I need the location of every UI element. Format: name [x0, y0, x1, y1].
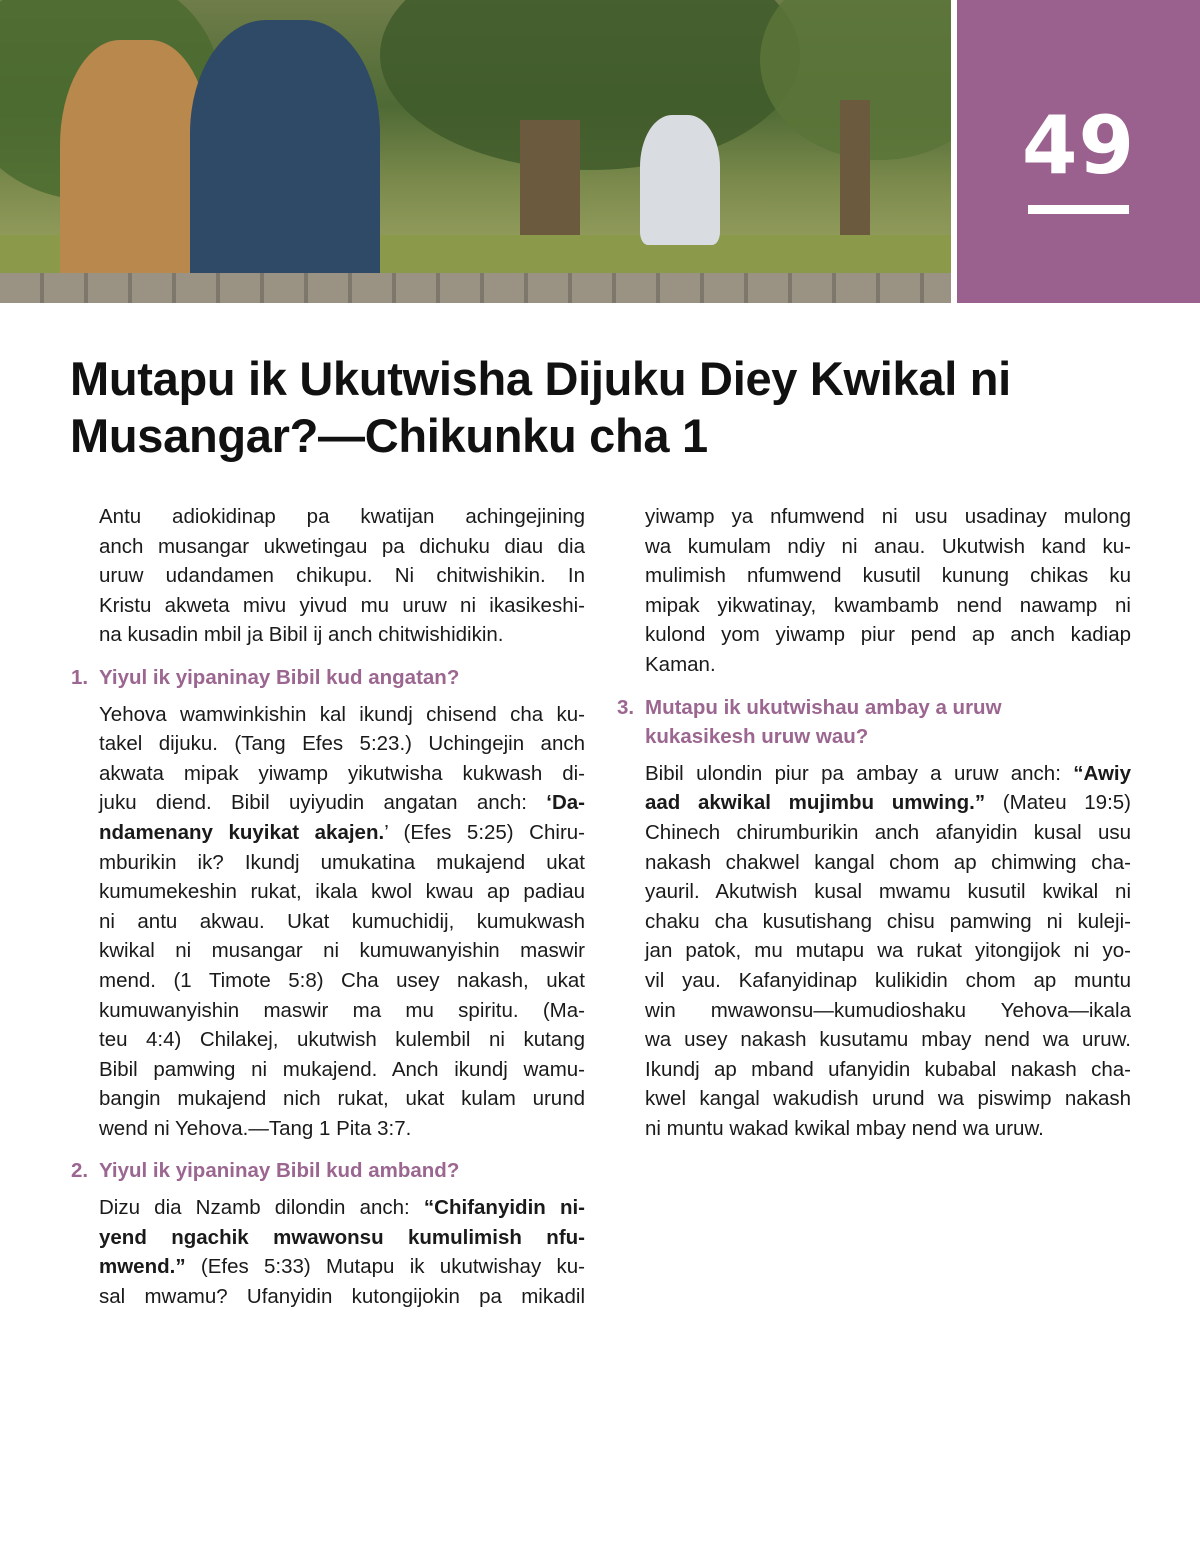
text-segment: uruw udandamen chikupu. Ni chitwishikin. In — [99, 564, 585, 588]
text-segment: (Mateu 19:5) — [985, 791, 1131, 815]
text-segment: bangin mukajend nich rukat, ukat kulam urund — [99, 1087, 585, 1111]
text-segment: Chinech chirumburikin anch afanyidin kusal usu — [645, 820, 1131, 844]
paragraph — [99, 502, 585, 650]
text-segment: vil yau. Kafanyidinap kulikidin chom ap muntu — [645, 968, 1131, 992]
text-line — [99, 700, 585, 730]
text-line — [645, 996, 1131, 1026]
text-line — [99, 1025, 585, 1055]
paragraph — [99, 700, 585, 1144]
paragraph — [645, 759, 1131, 1144]
text-line — [645, 561, 1131, 591]
text-line — [99, 1055, 585, 1085]
underline-bar — [1028, 205, 1129, 214]
text-segment: Antu adiokidinap pa kwatijan achingejining — [99, 505, 585, 528]
question-number: 2. — [71, 1159, 89, 1183]
question-heading — [71, 1156, 585, 1186]
bold-scripture-quote: “Chifanyidin ni- — [423, 1196, 585, 1220]
text-line — [99, 759, 585, 789]
bold-scripture-quote: “Awiy — [1073, 761, 1131, 785]
title-line: Musangar?—Chikunku cha 1 — [70, 409, 708, 462]
text-segment: juku diend. Bibil uyiyudin angatan anch: — [99, 791, 547, 815]
text-segment: yauril. Akutwish kusal mwamu kusutil kwikal ni — [645, 880, 1131, 904]
text-column-left — [71, 502, 585, 1324]
lesson-number: 49 — [1021, 99, 1136, 192]
text-line — [645, 532, 1131, 562]
lesson-content — [0, 303, 1200, 1364]
text-segment: ’ (Efes 5:25) Chiru- — [384, 820, 585, 844]
text-segment: wa usey nakash kusutamu mbay nend wa uruw. — [645, 1028, 1131, 1052]
text-segment: (Efes 5:33) Mutapu ik ukutwishay ku- — [185, 1255, 585, 1279]
question-text-line: Yiyul ik yipaninay Bibil kud amband? — [99, 1159, 460, 1183]
text-segment: anch musangar ukwetingau pa dichuku diau dia — [99, 534, 585, 558]
text-line — [99, 1252, 585, 1282]
question-heading — [71, 663, 585, 693]
text-segment: teu 4:4) Chilakej, ukutwish kulembil ni kutang — [99, 1028, 585, 1052]
lesson-header — [0, 0, 1200, 303]
text-line — [645, 877, 1131, 907]
text-segment: sal mwamu? Ufanyidin kutongijokin pa mikadil — [99, 1284, 585, 1308]
text-line — [645, 936, 1131, 966]
text-segment: kwel kangal wakudish urund wa piswimp nakash — [645, 1087, 1131, 1111]
text-line — [99, 936, 585, 966]
text-segment: win mwawonsu—kumudioshaku Yehova—ikala — [645, 998, 1131, 1022]
question-text-line: kukasikesh uruw wau? — [645, 725, 869, 749]
question-text-line: Mutapu ik ukutwishau ambay a uruw — [645, 695, 1002, 719]
text-line — [99, 1223, 585, 1253]
title-line: Mutapu ik Ukutwisha Dijuku Diey Kwikal ni — [70, 352, 1011, 405]
text-line — [99, 729, 585, 759]
text-line — [99, 1114, 585, 1144]
text-line — [645, 818, 1131, 848]
text-segment: mend. (1 Timote 5:8) Cha usey nakash, ukat — [99, 968, 585, 992]
text-segment: kulond yom yiwamp piur pend ap anch kadiap — [645, 623, 1131, 647]
text-segment: ni antu akwau. Ukat kumuchidij, kumukwash — [99, 909, 585, 933]
lesson-number-badge — [957, 0, 1200, 303]
text-line — [645, 650, 1131, 680]
text-line — [99, 877, 585, 907]
text-segment: Ikundj ap mband ufanyidin kubabal nakash cha- — [645, 1057, 1131, 1081]
text-line — [645, 907, 1131, 937]
text-segment: akwata mipak yiwamp yikutwisha kukwash di- — [99, 761, 585, 785]
text-line — [99, 591, 585, 621]
lesson-photo-couple-in-park — [0, 0, 951, 303]
text-line — [99, 620, 585, 650]
text-segment: Kristu akweta mivu yivud mu uruw ni ikasikeshi- — [99, 593, 585, 617]
paragraph — [99, 1193, 585, 1311]
text-line — [99, 1193, 585, 1223]
text-line — [99, 502, 585, 532]
text-segment: jan patok, mu mutapu wa rukat yitongijok ni yo- — [645, 939, 1131, 963]
page-title — [70, 350, 1180, 464]
text-line — [645, 1084, 1131, 1114]
text-segment: wend ni Yehova.—Tang 1 Pita 3:7. — [99, 1116, 412, 1140]
text-segment: mburikin ik? Ikundj umukatina mukajend ukat — [99, 850, 585, 874]
text-segment: nakash chakwel kangal chom ap chimwing cha- — [645, 850, 1131, 874]
text-line — [645, 966, 1131, 996]
question-number: 1. — [71, 665, 89, 689]
question-text-line: Yiyul ik yipaninay Bibil kud angatan? — [99, 665, 460, 689]
text-line — [645, 788, 1131, 818]
text-line — [99, 788, 585, 818]
question-number: 3. — [617, 695, 635, 719]
text-segment: ni muntu wakad kwikal mbay nend wa uruw. — [645, 1116, 1044, 1140]
bold-scripture-quote: ndamenany kuyikat akajen. — [99, 820, 385, 844]
text-line — [99, 848, 585, 878]
text-segment: chaku cha kusutishang chisu pamwing ni kuleji- — [645, 909, 1131, 933]
text-segment: takel dijuku. (Tang Efes 5:23.) Uchingejin anch — [99, 732, 585, 756]
bold-scripture-quote: yend ngachik mwawonsu kumulimish nfu- — [99, 1225, 585, 1249]
bold-scripture-quote: aad akwikal mujimbu umwing.” — [645, 791, 986, 815]
text-line — [645, 1025, 1131, 1055]
text-line — [645, 759, 1131, 789]
text-line — [645, 1114, 1131, 1144]
text-line — [99, 561, 585, 591]
paragraph — [645, 502, 1131, 680]
text-line — [99, 1282, 585, 1312]
text-segment: Bibil pamwing ni mukajend. Anch ikundj wamu- — [99, 1057, 585, 1081]
text-segment: kumuwanyishin maswir ma mu spiritu. (Ma- — [99, 998, 585, 1022]
text-segment: na kusadin mbil ja Bibil ij anch chitwishidikin. — [99, 623, 504, 647]
text-line — [645, 620, 1131, 650]
text-segment: kumumekeshin rukat, ikala kwol kwau ap padiau — [99, 880, 585, 904]
text-line — [645, 591, 1131, 621]
text-segment: Bibil ulondin piur pa ambay a uruw anch: — [645, 761, 1074, 785]
text-segment: Yehova wamwinkishin kal ikundj chisend cha ku- — [99, 702, 585, 726]
bold-scripture-quote: mwend.” — [99, 1255, 186, 1279]
text-line — [645, 502, 1131, 532]
bold-scripture-quote: ‘Da- — [546, 791, 585, 815]
text-column-right — [617, 502, 1131, 1156]
text-line — [99, 996, 585, 1026]
text-line — [645, 1055, 1131, 1085]
text-segment: mulimish nfumwend kusutil kunung chikas ku — [645, 564, 1131, 588]
text-line — [99, 818, 585, 848]
text-line — [99, 907, 585, 937]
text-segment: mipak yikwatinay, kwambamb nend nawamp ni — [645, 593, 1131, 617]
text-segment: Kaman. — [645, 652, 716, 676]
text-columns — [0, 502, 1200, 1324]
text-segment: yiwamp ya nfumwend ni usu usadinay mulong — [645, 505, 1131, 528]
text-line — [645, 848, 1131, 878]
text-segment: Dizu dia Nzamb dilondin anch: — [99, 1196, 424, 1220]
text-line — [99, 1084, 585, 1114]
text-segment: wa kumulam ndiy ni anau. Ukutwish kand ku- — [645, 534, 1131, 558]
question-heading — [617, 693, 1131, 752]
text-line — [99, 532, 585, 562]
text-segment: kwikal ni musangar ni kumuwanyishin maswir — [99, 939, 585, 963]
text-line — [99, 966, 585, 996]
